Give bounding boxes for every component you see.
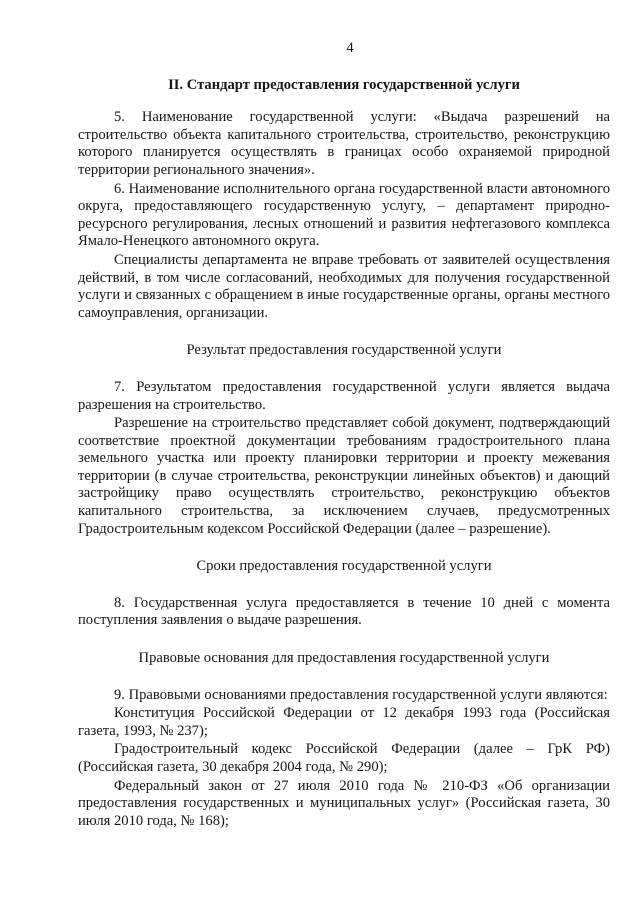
section-title: II. Стандарт предоставления государственной услуги <box>168 76 520 93</box>
paragraph: Градостроительный кодекс Российской Федерации (далее – ГрК РФ) (Российская газета, 30 декабря 2004 года, № 290); <box>78 741 610 775</box>
paragraph: 6. Наименование исполнительного органа государственной власти автономного округа, предоставляющего государственную услугу, – департамент природно-ресурсного регулирования, лесных отношений и развития нефтегазового комплекса Ямало-Ненецкого автономного округа. <box>78 180 610 250</box>
page-number: 4 <box>346 40 354 56</box>
paragraph: Разрешение на строительство представляет собой документ, подтверждающий соответствие проектной документации требованиям градостроительного плана земельного участка или проекту планировки территории и проекту межевания территории (в случае строительства, реконструкции линейных объектов) и дающий застройщику право осуществлять строительство, реконструкцию объектов капитального строительства, за исключением случаев, предусмотренных Градостроительным кодексом Российской Федерации (далее – разрешение). <box>78 415 610 537</box>
paragraph: Специалисты департамента не вправе требовать от заявителей осуществления действий, в том числе согласований, необходимых для получения государственной услуги и связанных с обращением в иные государственные органы, органы местного самоуправления, организации. <box>78 251 610 321</box>
paragraph: 9. Правовыми основаниями предоставления государственной услуги являются: <box>114 686 608 703</box>
paragraph: 7. Результатом предоставления государственной услуги является выдача разрешения на строительство. <box>78 378 610 413</box>
paragraph: Конституция Российской Федерации от 12 декабря 1993 года (Российская газета, 1993, № 237); <box>78 705 610 739</box>
document-body <box>78 109 610 830</box>
subsection-heading: Результат предоставления государственной услуги <box>186 342 502 359</box>
paragraph: 8. Государственная услуга предоставляется в течение 10 дней с момента поступления заявления о выдаче разрешения. <box>78 594 610 629</box>
subsection-heading: Правовые основания для предоставления государственной услуги <box>138 650 550 667</box>
paragraph: 5. Наименование государственной услуги: «Выдача разрешений на строительство объекта капитального строительства, строительство, реконструкцию которого планируется осуществлять в границах особо охраняемой природной территории регионального значения». <box>78 109 610 178</box>
subsection-heading: Сроки предоставления государственной услуги <box>196 558 492 575</box>
paragraph: Федеральный закон от 27 июля 2010 года № 210-ФЗ «Об организации предоставления государственных и муниципальных услуг» (Российская газета, 30 июля 2010 года, № 168); <box>78 777 610 829</box>
